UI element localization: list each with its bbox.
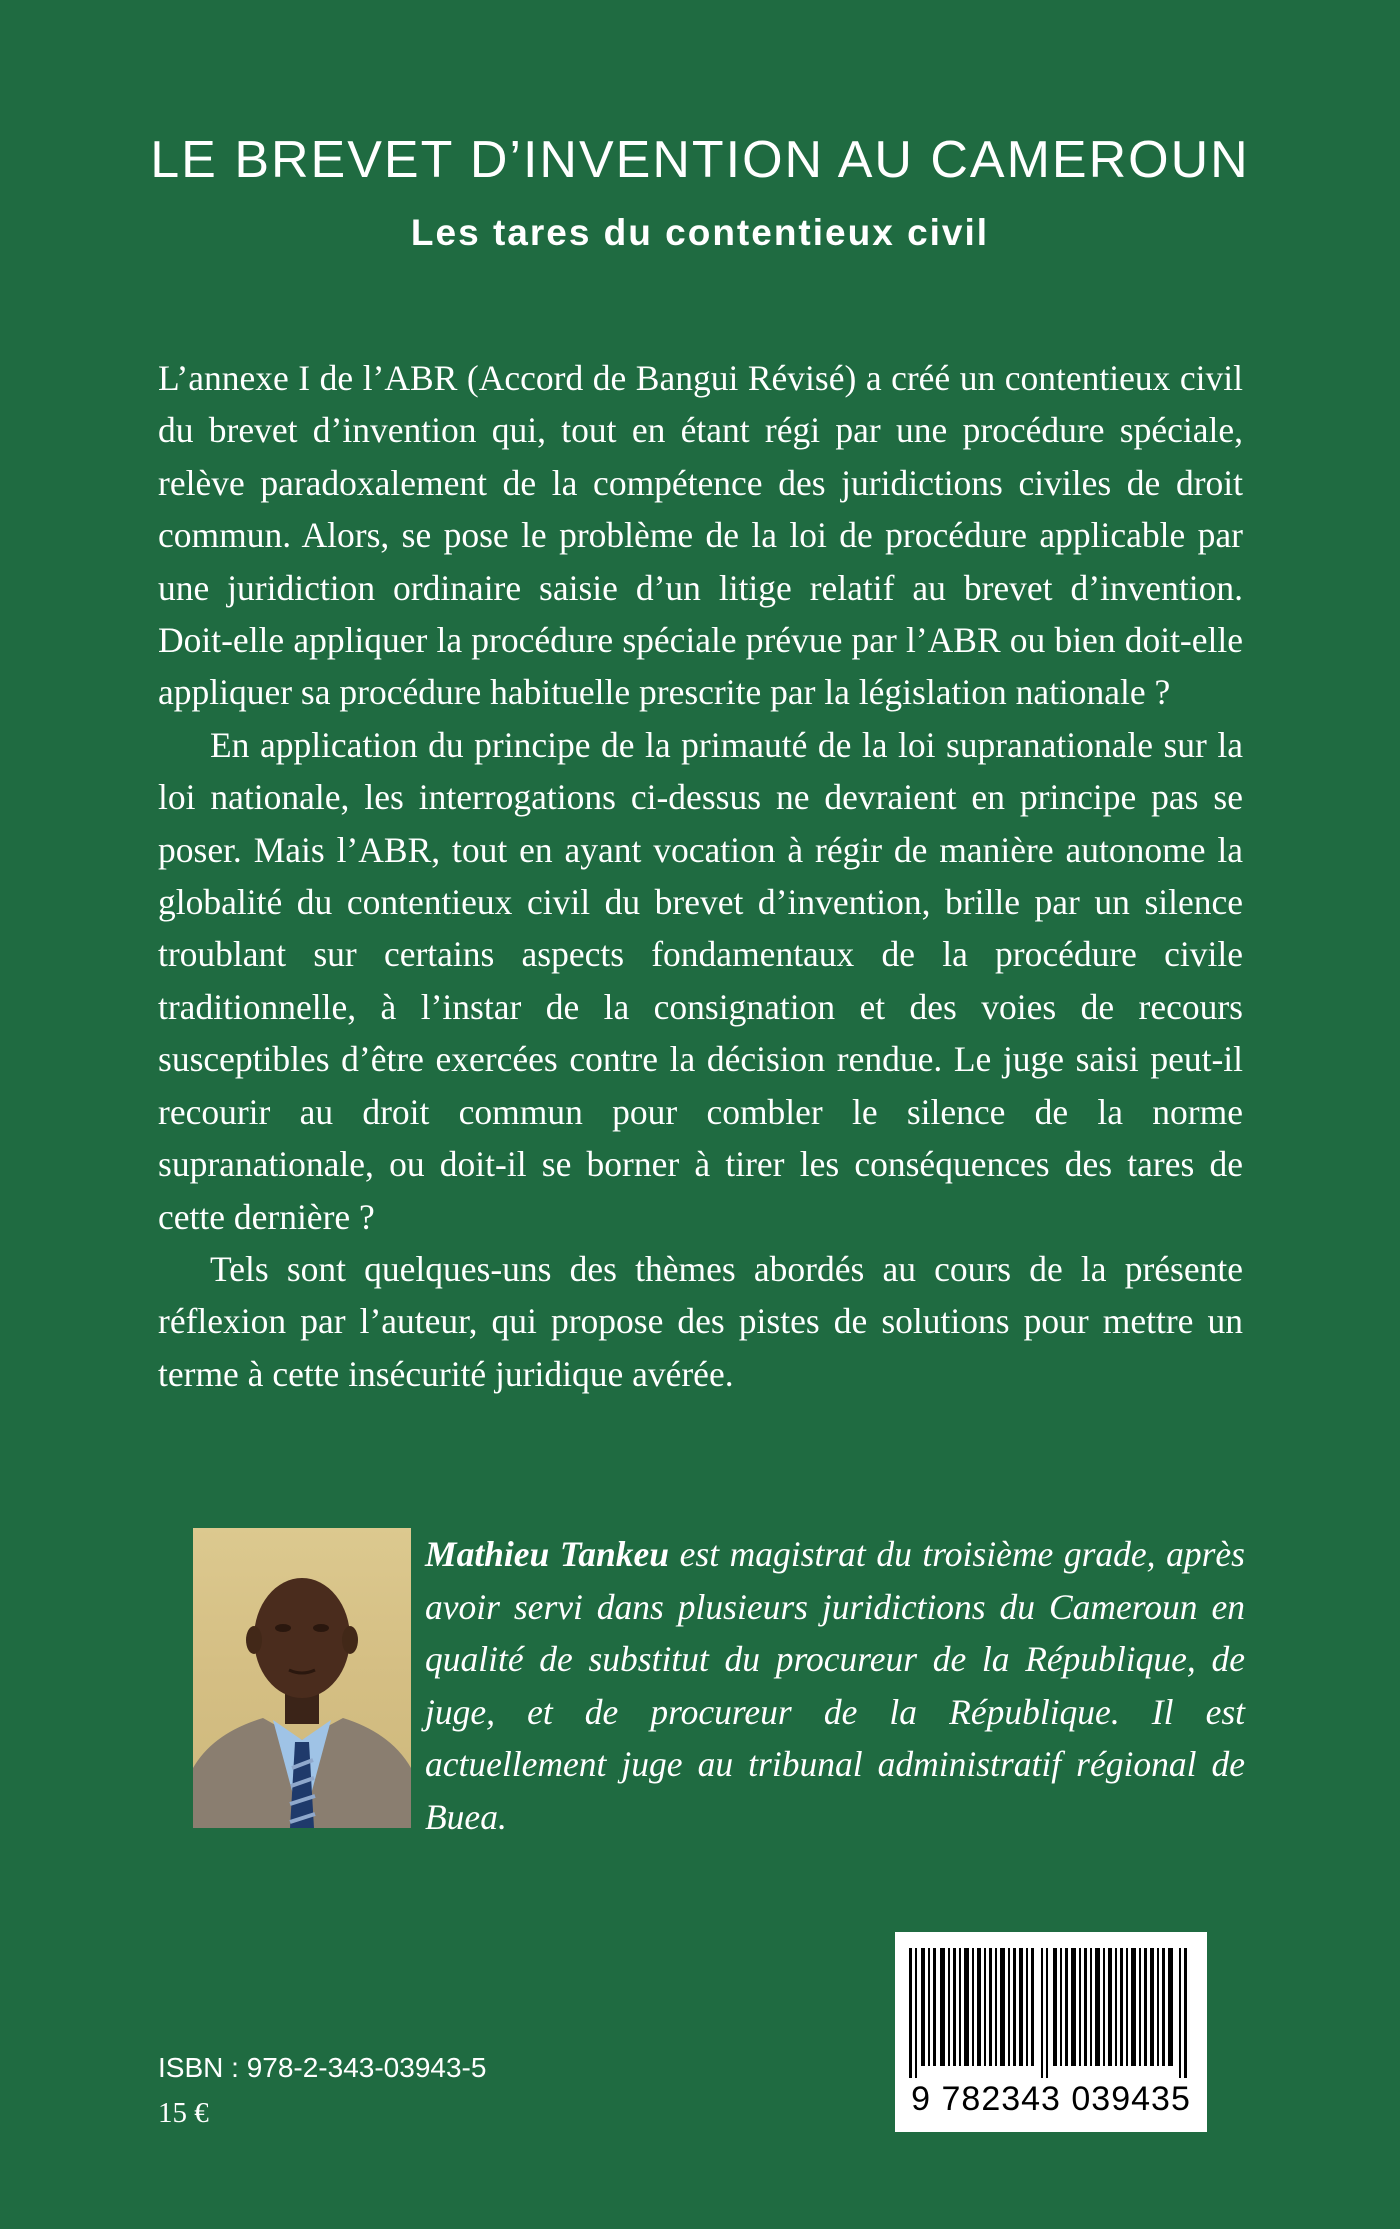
author-portrait-icon bbox=[193, 1528, 411, 1828]
barcode-digits: 9 782343 039435 bbox=[911, 2080, 1191, 2118]
book-subtitle: Les tares du contentieux civil bbox=[410, 212, 990, 253]
author-bio bbox=[425, 1528, 1245, 1843]
author-name: Mathieu Tankeu bbox=[425, 1534, 670, 1574]
blurb-paragraph-3: Tels sont quelques-uns des thèmes abordés au cours de la présente réflexion par l’auteur, qui propose des pistes de solutions pour mettre un terme à cette insécurité juridique avérée. bbox=[158, 1248, 1243, 1394]
barcode bbox=[895, 1932, 1207, 2132]
blurb bbox=[158, 352, 1243, 1400]
book-title: LE BREVET D’INVENTION AU CAMEROUN bbox=[150, 131, 1250, 189]
blurb-paragraph-1: L’annexe I de l’ABR (Accord de Bangui Révisé) a créé un contentieux civil du brevet d’invention qui, tout en étant régi par une procédure spéciale, relève paradoxalement de la compétence des juridictions civiles de droit commun. Alors, se pose le problème de la loi de procédure applicable par une juridiction ordinaire saisie d’un litige relatif au brevet d’invention. Doit-elle appliquer la procédure spéciale prévue par l’ABR ou bien doit-elle appliquer sa procédure habituelle prescrite par la législation nationale ? bbox=[158, 358, 1243, 713]
price: 15 € bbox=[158, 2097, 209, 2129]
isbn: ISBN : 978-2-343-03943-5 bbox=[158, 2052, 487, 2083]
author-bio-text: est magistrat du troisième grade, après avoir servi dans plusieurs juridictions du Cameroun en qualité de substitut du procureur de la République, de juge, et de procureur de la République. Il est actuellement juge au tribunal administratif régional de Buea. bbox=[425, 1534, 1245, 1837]
blurb-paragraph-2: En application du principe de la primauté de la loi supranationale sur la loi nationale, les interrogations ci-dessus ne devraient en principe pas se poser. Mais l’ABR, tout en ayant vocation à régir de manière autonome la globalité du contentieux civil du brevet d’invention, brille par un silence troublant sur certains aspects fondamentaux de la procédure civile traditionnelle, à l’instar de la consignation et des voies de recours susceptibles d’être exercées contre la décision rendue. Le juge saisi peut-il recourir au droit commun pour combler le silence de la norme supranationale, ou doit-il se borner à tirer les conséquences des tares de cette dernière ? bbox=[158, 724, 1243, 1237]
author-photo bbox=[193, 1528, 411, 1828]
